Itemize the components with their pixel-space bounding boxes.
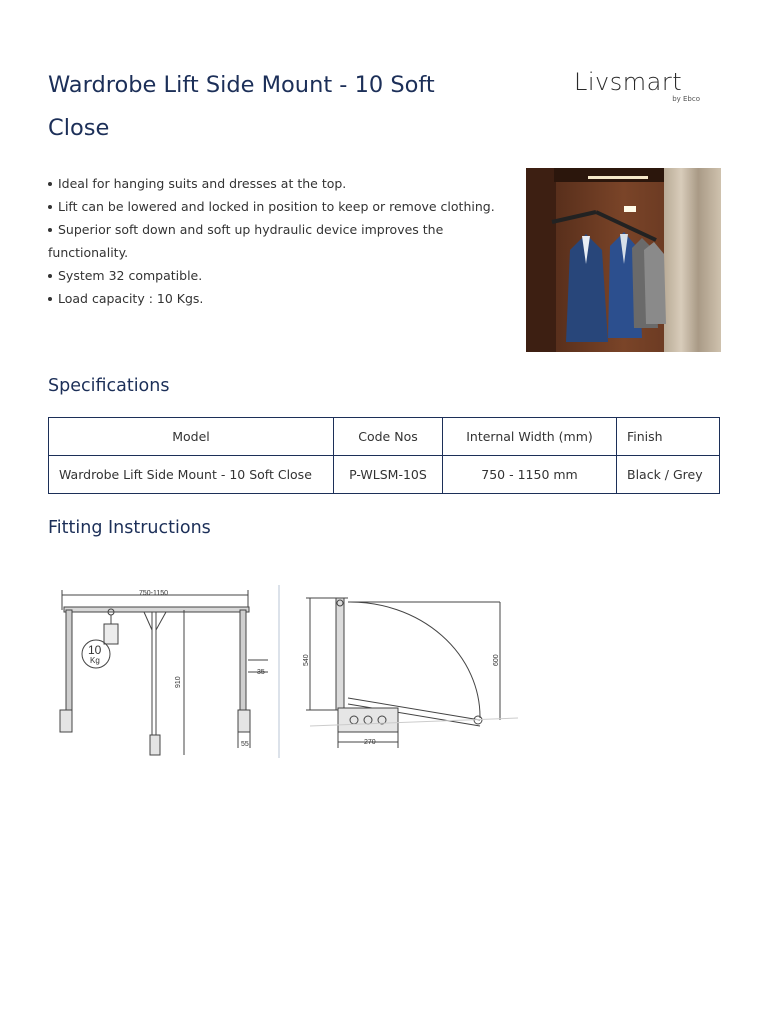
logo-text: Livsmart	[574, 68, 683, 96]
fitting-diagram	[48, 580, 520, 760]
front-height-label: 910	[175, 676, 182, 688]
table-row	[49, 456, 720, 494]
feature-text: Lift can be lowered and locked in position to keep or remove clothing.	[58, 199, 495, 214]
feature-item	[48, 195, 498, 218]
feature-item	[48, 287, 498, 310]
bullet-icon	[48, 274, 52, 278]
fitting-diagram-drawing	[48, 580, 520, 760]
table-header-row	[49, 418, 720, 456]
specifications-heading: Specifications	[48, 376, 170, 396]
product-photo	[526, 168, 721, 352]
table-cell: Black / Grey	[617, 456, 720, 494]
logo-subtext: by Ebco	[672, 95, 700, 103]
bullet-icon	[48, 205, 52, 209]
column-header: Model	[49, 418, 334, 456]
fitting-instructions-heading: Fitting Instructions	[48, 518, 211, 538]
bullet-icon	[48, 297, 52, 301]
feature-text: Load capacity : 10 Kgs.	[58, 291, 204, 306]
table-cell: P-WLSM-10S	[334, 456, 443, 494]
column-header: Finish	[617, 418, 720, 456]
specifications-table	[48, 417, 720, 494]
feature-list	[48, 172, 498, 310]
side-depth-label: 270	[364, 739, 376, 746]
table-cell: Wardrobe Lift Side Mount - 10 Soft Close	[49, 456, 334, 494]
table-cell: 750 - 1150 mm	[443, 456, 617, 494]
brand-logo	[572, 68, 706, 108]
product-photo-illustration	[526, 168, 721, 352]
load-unit: Kg	[90, 656, 100, 665]
bullet-icon	[48, 182, 52, 186]
side-height-label: 540	[303, 654, 310, 666]
feature-item	[48, 264, 498, 287]
column-header: Code Nos	[334, 418, 443, 456]
page-title: Wardrobe Lift Side Mount - 10 Soft Close	[48, 72, 435, 141]
feature-item	[48, 172, 498, 195]
front-offset-label: 35	[257, 669, 265, 676]
feature-text: Ideal for hanging suits and dresses at the top.	[58, 176, 347, 191]
front-bottom-label: 55	[241, 741, 249, 748]
column-header: Internal Width (mm)	[443, 418, 617, 456]
front-width-label: 750-1150	[139, 590, 169, 597]
feature-text: Superior soft down and soft up hydraulic device improves the functionality.	[48, 222, 444, 260]
feature-item	[48, 218, 498, 264]
bullet-icon	[48, 228, 52, 232]
feature-text: System 32 compatible.	[58, 268, 203, 283]
side-reach-label: 600	[493, 654, 500, 666]
load-value: 10	[88, 643, 102, 657]
